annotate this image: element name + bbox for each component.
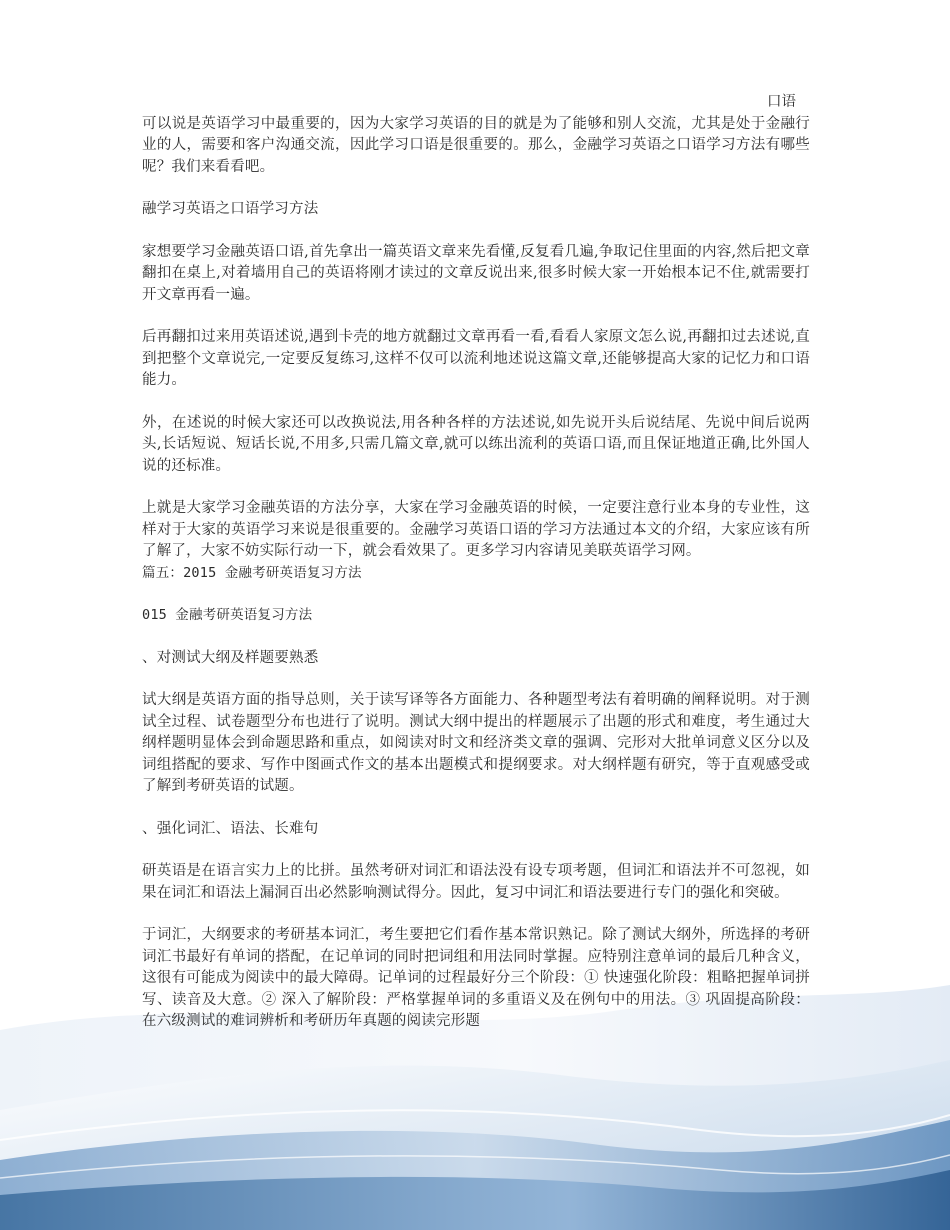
section-heading-speaking: 融学习英语之口语学习方法	[142, 201, 319, 217]
subheading-syllabus: 、对测试大纲及样题要熟悉	[142, 649, 319, 666]
chapter-title: 篇五：2015 金融考研英语复习方法	[142, 564, 362, 581]
paragraph-method-3: 外，在述说的时候大家还可以改换说法,用各种各样的方法述说,如先说开头后说结尾、先说中间后说两头,长话短说、短话长说,不用多,只需几篇文章,就可以练出流利的英语口语,而且保证地道正确,比外国人说的还标准。	[142, 414, 810, 474]
header-fragment: 口语	[767, 94, 796, 110]
paragraph-intro: 可以说是英语学习中最重要的，因为大家学习英语的目的就是为了能够和别人交流，尤其是处于金融行业的人，需要和客户沟通交流，因此学习口语是很重要的。那么，金融学习英语之口语学习方法有哪些呢？我们来看看吧。	[142, 115, 810, 175]
paragraph-method-2: 后再翻扣过来用英语述说,遇到卡壳的地方就翻过文章再看一看,看看人家原文怎么说,再翻扣过去述说,直到把整个文章说完,一定要反复练习,这样不仅可以流利地述说这篇文章,还能够提高大家的记忆力和口语能力。	[142, 329, 810, 388]
subheading-vocabulary: 、强化词汇、语法、长难句	[142, 820, 319, 837]
paragraph-language-skills: 研英语是在语言实力上的比拼。虽然考研对词汇和语法没有设专项考题，但词汇和语法并不可忽视，如果在词汇和语法上漏洞百出必然影响测试得分。因此，复习中词汇和语法要进行专门的强化和突破。	[142, 863, 810, 901]
paragraph-method-1: 家想要学习金融英语口语,首先拿出一篇英语文章来先看懂,反复看几遍,争取记住里面的内容,然后把文章翻扣在桌上,对着墙用自己的英语将刚才读过的文章反说出来,很多时候大家一开始根本记不住,就需要打开文章再看一遍。	[142, 243, 810, 303]
paragraph-syllabus: 试大纲是英语方面的指导总则，关于读写译等各方面能力、各种题型考法有着明确的阐释说明。对于测试全过程、试卷题型分布也进行了说明。测试大纲中提出的样题展示了出题的形式和难度，考生通过大纲样题明显体会到命题思路和重点，如阅读对时文和经济类文章的强调、完形对大批单词意义区分以及词组搭配的要求、写作中图画式作文的基本出题模式和提纲要求。对大纲样题有研究，等于直观感受或了解到考研英语的试题。	[142, 692, 810, 794]
section-title-exam: 015 金融考研英语复习方法	[142, 607, 313, 623]
document-body	[142, 92, 810, 1033]
paragraph-summary: 上就是大家学习金融英语的方法分享，大家在学习金融英语的时候，一定要注意行业本身的专业性，这样对于大家的英语学习来说是很重要的。金融学习英语口语的学习方法通过本文的介绍，大家应该有所了解了，大家不妨实际行动一下，就会看效果了。更多学习内容请见美联英语学习网。	[142, 500, 810, 559]
paragraph-vocabulary-stages: 于词汇，大纲要求的考研基本词汇，考生要把它们看作基本常识熟记。除了测试大纲外，所选择的考研词汇书最好有单词的搭配，在记单词的同时把词组和用法同时掌握。应特别注意单词的最后几种含义，这很有可能成为阅读中的最大障碍。记单词的过程最好分三个阶段：① 快速强化阶段：粗略把握单词拼写、读音及大意。② 深入了解阶段：严格掌握单词的多重语义及在例句中的用法。③ 巩固提高阶段：在六级测试的难词辨析和考研历年真题的阅读完形题	[142, 927, 810, 1029]
